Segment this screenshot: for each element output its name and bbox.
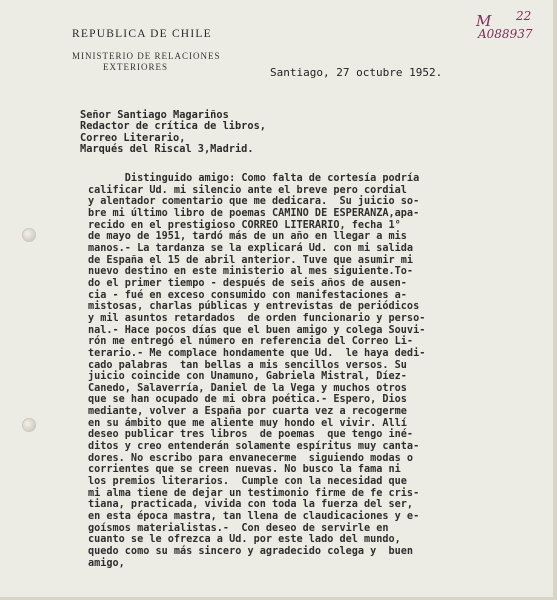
- body-line: deseo publicar tres libros de poemas que tengo iné-: [88, 429, 414, 441]
- page-edge: [553, 0, 557, 600]
- body-line: que se han ocupado de mi obra poética.- Espero, Dios: [88, 394, 407, 406]
- handwritten-archive-code: A088937: [478, 27, 533, 41]
- body-line: dores. No escribo para envanecerme siguiendo modas o: [88, 452, 414, 464]
- handwritten-mark: M: [476, 12, 492, 30]
- body-line: de mayo de 1951, tardó más de un año en llegar a mis: [88, 231, 407, 243]
- punch-hole: [22, 418, 36, 432]
- body-line: en esta época mastra, tan llena de claudicaciones y e-: [88, 511, 420, 523]
- body-line: do el primer tiempo - después de seis años de ausen-: [88, 277, 407, 289]
- body-line: tiana, practicada, vivida con toda la fuerza del ser,: [88, 499, 414, 511]
- body-line: nuevo destino en este ministerio al mes siguiente.To-: [88, 266, 414, 278]
- recipient-address: [80, 110, 266, 156]
- body-line: y mil asuntos retardados de orden funcionario y perso-: [88, 312, 426, 324]
- body-line: de España el 15 de abril anterior. Tuve que asumir mi: [88, 254, 414, 266]
- body-line: mistosas, charlas públicas y entrevistas de periódicos: [88, 301, 420, 313]
- body-line: calificar Ud. mi silencio ante el breve pero cordial: [88, 184, 407, 196]
- body-line: y alentador comentario que me dedicara. Su juicio so-: [88, 196, 420, 208]
- body-line: recido en el prestigioso CORREO LITERARIO, fecha 1°: [88, 219, 401, 231]
- body-line: ditos y creo entenderán solamente espíritus muy canta-: [88, 441, 420, 453]
- body-line: manos.- La tardanza se la explicará Ud. con mi salida: [88, 242, 414, 254]
- body-line: cia - fué en exceso consumido con manifestaciones a-: [88, 289, 407, 301]
- address-line: Redactor de crítica de libros,: [80, 120, 266, 133]
- body-line: Canedo, Salaverría, Daniel de la Vega y muchos otros: [88, 382, 407, 394]
- address-line: Marqués del Riscal 3,Madrid.: [80, 143, 254, 156]
- body-line: rón me entregó el número en referencia del Correo Li-: [88, 336, 414, 348]
- body-line: terario.- Me complace hondamente que Ud. le haya dedi-: [88, 347, 426, 359]
- body-line: los premios literarios. Cumple con la necesidad que: [88, 476, 407, 488]
- body-line: goísmos materialistas.- Con deseo de servirle en: [88, 522, 389, 534]
- body-line: cuanto se le ofrezca a Ud. por este lado del mundo,: [88, 534, 401, 546]
- body-line: amigo,: [88, 557, 125, 569]
- letterhead-title: REPUBLICA DE CHILE: [72, 28, 212, 40]
- punch-hole: [22, 228, 36, 242]
- body-line: mi alma tiene de dejar un testimonio firme de fe cris-: [88, 487, 420, 499]
- letterhead-ministry-line2: EXTERIORES: [103, 62, 168, 72]
- handwritten-number: 22: [516, 9, 532, 23]
- letter-date: Santiago, 27 octubre 1952.: [270, 66, 443, 79]
- body-line: bre mi último libro de poemas CAMINO DE ESPERANZA,apa-: [88, 207, 420, 219]
- address-line: Señor Santiago Magariños: [80, 109, 229, 121]
- body-line: cado palabras tan bellas a mis sencillos versos. Su: [88, 359, 407, 371]
- body-line: mediante, volver a España por cuarta vez a recogerme: [88, 406, 407, 418]
- body-line: en su ámbito que me aliente muy hondo el vivir. Allí: [88, 417, 407, 429]
- body-line: corrientes que se creen nuevas. No busco la fama ni: [88, 464, 401, 476]
- letterhead-ministry: MINISTERIO DE RELACIONES: [72, 51, 221, 61]
- body-line: Distinguido amigo: Como falta de cortesía podría: [88, 173, 420, 184]
- letter-body: [88, 173, 528, 569]
- body-line: nal.- Hace pocos días que el buen amigo y colega Souvi-: [88, 324, 426, 336]
- body-line: quedo como su más sincero y agradecido colega y buen: [88, 546, 414, 557]
- body-line: juicio coincide con Unamuno, Gabriela Mistral, Díez-: [88, 371, 407, 383]
- address-line: Correo Literario,: [80, 131, 186, 144]
